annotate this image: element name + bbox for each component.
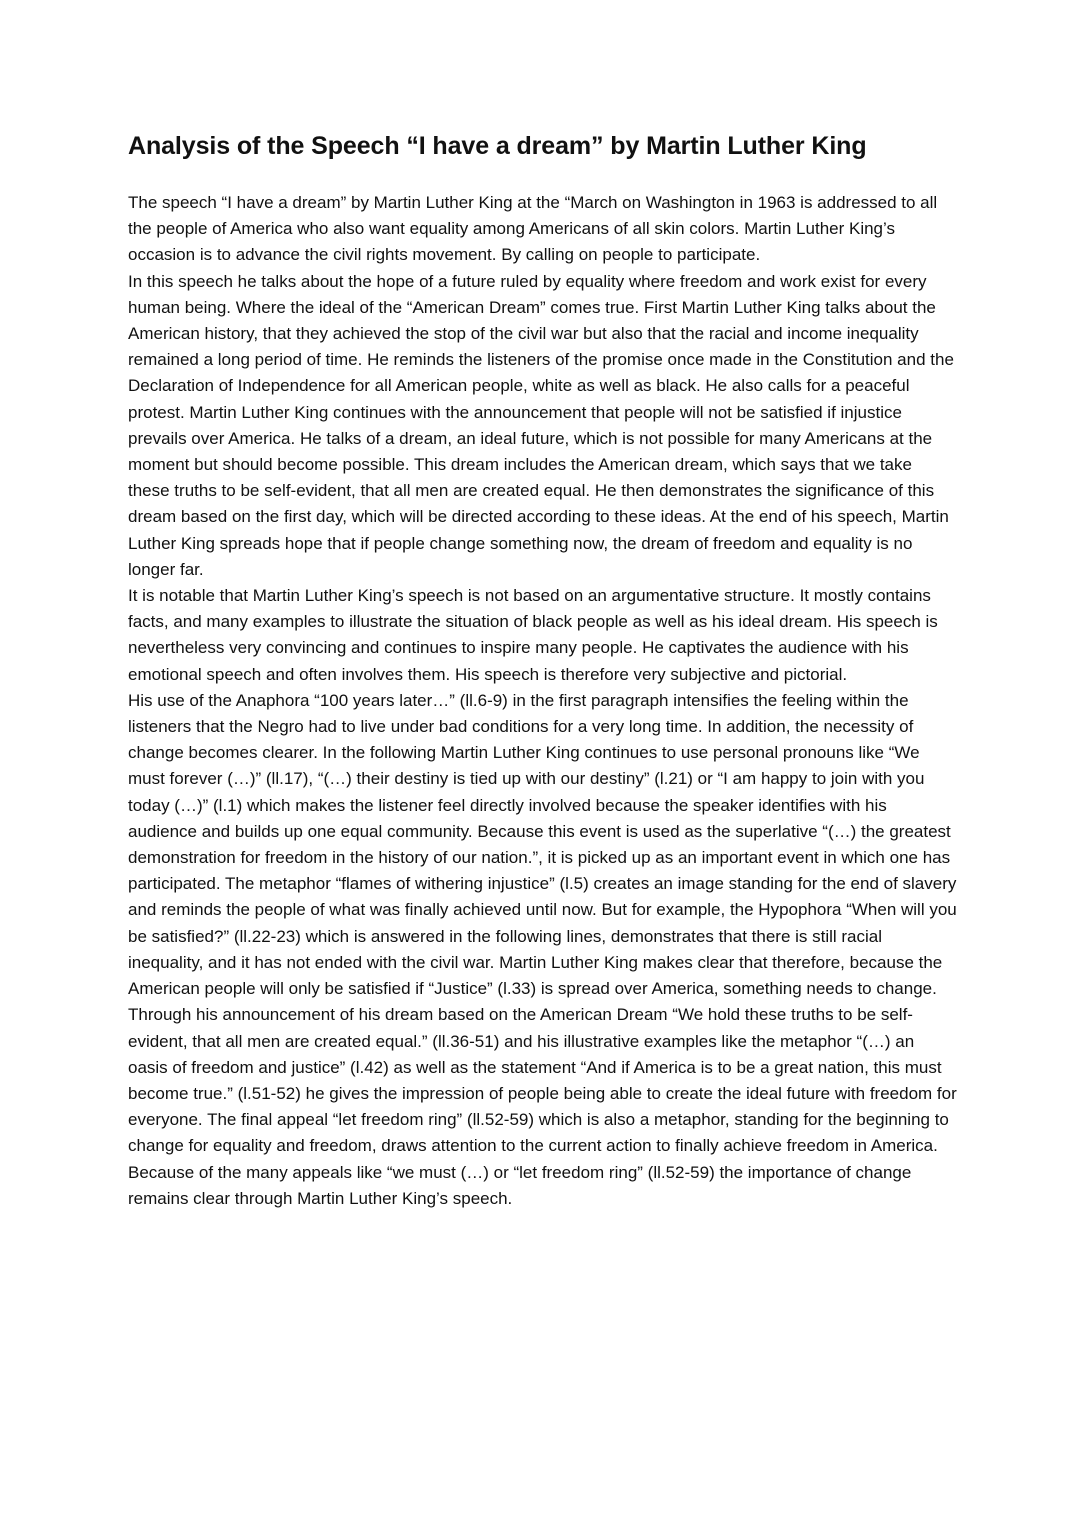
document-title: Analysis of the Speech “I have a dream” by Martin Luther King <box>128 132 867 160</box>
document-body <box>128 190 958 1212</box>
paragraph-summary: In this speech he talks about the hope of a future ruled by equality where freedom and work exist for every human being. Where the ideal of the “American Dream” comes true. First Martin Luther King talks about the American history, that they achieved the stop of the civil war but also that the racial and income inequality remained a long period of time. He reminds the listeners of the promise once made in the Constitution and the Declaration of Independence for all American people, white as well as black. He also calls for a peaceful protest. Martin Luther King continues with the announcement that people will not be satisfied if injustice prevails over America. He talks of a dream, an ideal future, which is not possible for many Americans at the moment but should become possible. This dream includes the American dream, which says that we take these truths to be self-evident, that all men are created equal. He then demonstrates the significance of this dream based on the first day, which will be directed according to these ideas. At the end of his speech, Martin Luther King spreads hope that if people change something now, the dream of freedom and equality is no longer far. <box>128 271 954 579</box>
document-page <box>128 128 958 1212</box>
paragraph-rhetorical-analysis: His use of the Anaphora “100 years later…” (ll.6-9) in the first paragraph intensifies the feeling within the listeners that the Negro had to live under bad conditions for a very long time. In addition, the necessity of change becomes clearer. In the following Martin Luther King continues to use personal pronouns like “We must forever (…)” (ll.17), “(…) their destiny is tied up with our destiny” (l.21) or “I am happy to join with you today (…)” (l.1) which makes the listener feel directly involved because the speaker identifies with his audience and builds up one equal community. Because this event is used as the superlative “(…) the greatest demonstration for freedom in the history of our nation.”, it is picked up as an important event in which one has participated. The metaphor “flames of withering injustice” (l.5) creates an image standing for the end of slavery and reminds the people of what was finally achieved until now. But for example, the Hypophora “When will you be satisfied?” (ll.22-23) which is answered in the following lines, demonstrates that there is still racial inequality, and it has not ended with the civil war. Martin Luther King makes clear that therefore, because the American people will only be satisfied if “Justice” (l.33) is spread over America, something needs to change. Through his announcement of his dream based on the American Dream “We hold these truths to be self-evident, that all men are created equal.” (ll.36-51) and his illustrative examples like the metaphor “(…) an oasis of freedom and justice” (l.42) as well as the statement “And if America is to be a great nation, this must become true.” (l.51-52) he gives the impression of people being able to create the ideal future with freedom for everyone. The final appeal “let freedom ring” (ll.52-59) which is also a metaphor, standing for the beginning to change for equality and freedom, draws attention to the current action to finally achieve freedom in America. Because of the many appeals like “we must (…) or “let freedom ring” (ll.52-59) the importance of change remains clear through Martin Luther King’s speech. <box>128 690 957 1208</box>
paragraph-introduction: The speech “I have a dream” by Martin Luther King at the “March on Washington in 1963 is addressed to all the people of America who also want equality among Americans of all skin colors. Martin Luther King’s occasion is to advance the civil rights movement. By calling on people to participate. <box>128 193 938 265</box>
paragraph-structure: It is notable that Martin Luther King’s speech is not based on an argumentative structure. It mostly contains facts, and many examples to illustrate the situation of black people as well as his ideal dream. His speech is nevertheless very convincing and continues to inspire many people. He captivates the audience with his emotional speech and often involves them. His speech is therefore very subjective and pictorial. <box>128 586 938 684</box>
